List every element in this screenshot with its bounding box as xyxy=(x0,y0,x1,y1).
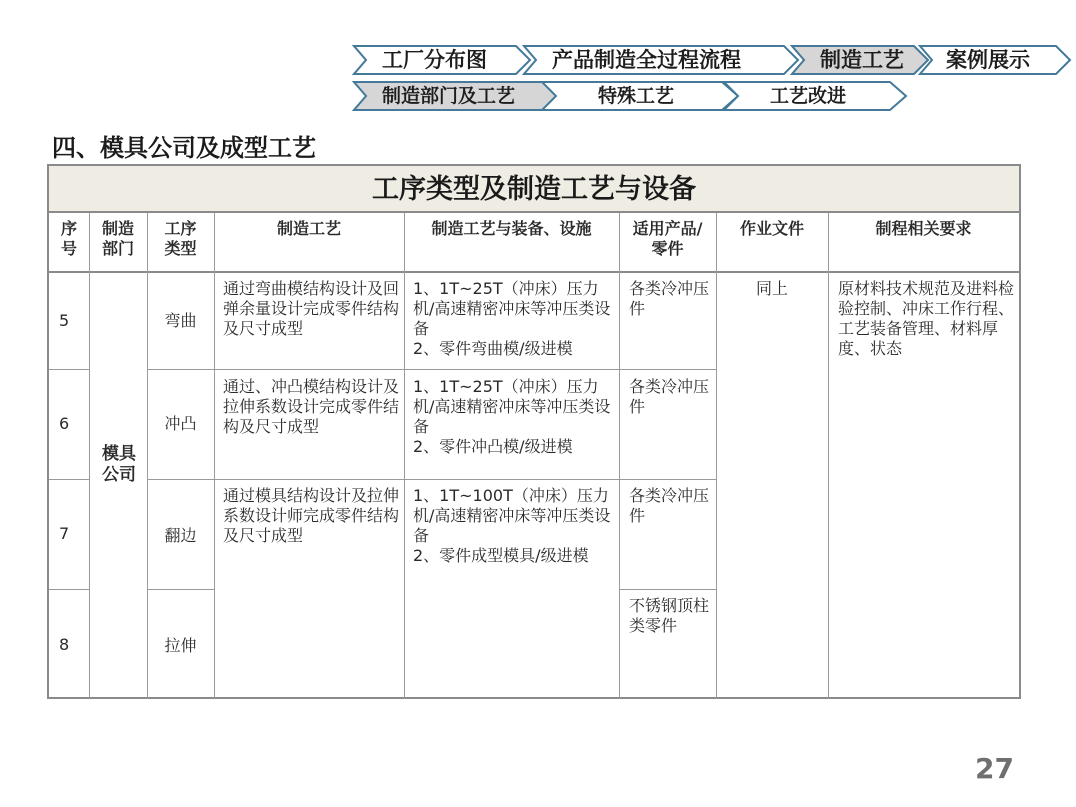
nav-tab-case-showcase[interactable] xyxy=(918,44,1074,76)
nav-subtab-label: 制造部门及工艺 xyxy=(382,85,516,107)
row-divider xyxy=(49,369,89,370)
col-divider xyxy=(147,213,148,699)
row-type: 翻边 xyxy=(164,526,197,545)
row-process: 通过模具结构设计及拉伸系数设计师完成零件结构及尺寸成型 xyxy=(223,486,400,545)
col-divider xyxy=(619,213,620,699)
row-product: 各类冷冲压件 xyxy=(629,377,710,416)
nav-subtab-departments[interactable] xyxy=(352,80,560,112)
nav-row-primary xyxy=(0,44,1076,76)
dept-name: 模具公司 xyxy=(102,444,136,485)
page-number: 27 xyxy=(975,752,1014,785)
row-process: 通过、冲凸模结构设计及拉伸系数设计完成零件结构及尺寸成型 xyxy=(223,377,400,436)
table-title: 工序类型及制造工艺与设备 xyxy=(49,166,1019,213)
col-divider xyxy=(214,213,215,699)
header-product: 适用产品/零件 xyxy=(632,219,703,258)
row-product: 不锈钢顶柱类零件 xyxy=(629,596,710,635)
col-divider xyxy=(89,213,90,699)
row-divider xyxy=(49,479,89,480)
row-equipment: 1、1T~25T（冲床）压力机/高速精密冲床等冲压类设备 2、零件冲凸模/级进模 xyxy=(413,377,611,456)
col-divider xyxy=(828,213,829,699)
row-divider xyxy=(49,589,89,590)
header-doc: 作业文件 xyxy=(739,219,804,238)
row-product: 各类冷冲压件 xyxy=(629,486,710,525)
row-seq: 5 xyxy=(59,311,70,330)
row-type: 冲凸 xyxy=(164,414,197,433)
section-title: 四、模具公司及成型工艺 xyxy=(52,134,316,162)
requirement-value: 原材料技术规范及进料检验控制、冲床工作行程、工艺装备管理、材料厚度、状态 xyxy=(838,279,1015,358)
header-divider xyxy=(49,271,1019,273)
process-table xyxy=(47,164,1021,699)
nav-subtab-label: 工艺改进 xyxy=(770,85,847,107)
col-divider xyxy=(404,213,405,699)
nav-row-secondary xyxy=(0,80,1076,112)
nav-tab-label: 制造工艺 xyxy=(820,48,904,72)
row-equipment: 1、1T~100T（冲床）压力机/高速精密冲床等冲压类设备 2、零件成型模具/级进模 xyxy=(413,486,611,565)
row-type: 拉伸 xyxy=(164,636,197,655)
row-equipment: 1、1T~25T（冲床）压力机/高速精密冲床等冲压类设备 2、零件弯曲模/级进模 xyxy=(413,279,611,358)
nav-tab-label: 工厂分布图 xyxy=(382,48,487,72)
header-type: 工序类型 xyxy=(164,219,197,258)
nav-tab-label: 产品制造全过程流程 xyxy=(552,48,741,72)
row-product: 各类冷冲压件 xyxy=(629,279,710,318)
row-seq: 6 xyxy=(59,414,70,433)
nav-subtab-label: 特殊工艺 xyxy=(598,85,675,107)
doc-value: 同上 xyxy=(755,279,788,298)
header-req: 制程相关要求 xyxy=(875,219,972,238)
row-seq: 8 xyxy=(59,635,70,654)
row-seq: 7 xyxy=(59,524,70,543)
row-divider xyxy=(619,589,716,590)
header-seq: 序号 xyxy=(60,219,77,258)
row-process: 通过弯曲模结构设计及回弹余量设计完成零件结构及尺寸成型 xyxy=(223,279,400,338)
header-equipment: 制造工艺与装备、设施 xyxy=(431,219,592,238)
row-divider xyxy=(147,369,716,370)
nav-tab-factory-map[interactable] xyxy=(352,44,530,76)
nav-tab-process-flow[interactable] xyxy=(522,44,800,76)
nav-subtab-process-improvement[interactable] xyxy=(722,80,908,112)
row-type: 弯曲 xyxy=(164,311,197,330)
nav-tab-manufacturing-process[interactable] xyxy=(790,44,930,76)
header-dept: 制造部门 xyxy=(101,219,134,258)
nav-subtab-special-process[interactable] xyxy=(540,80,740,112)
row-divider xyxy=(147,479,716,480)
row-divider xyxy=(147,589,214,590)
nav-tab-label: 案例展示 xyxy=(946,48,1030,72)
header-process: 制造工艺 xyxy=(276,219,341,238)
